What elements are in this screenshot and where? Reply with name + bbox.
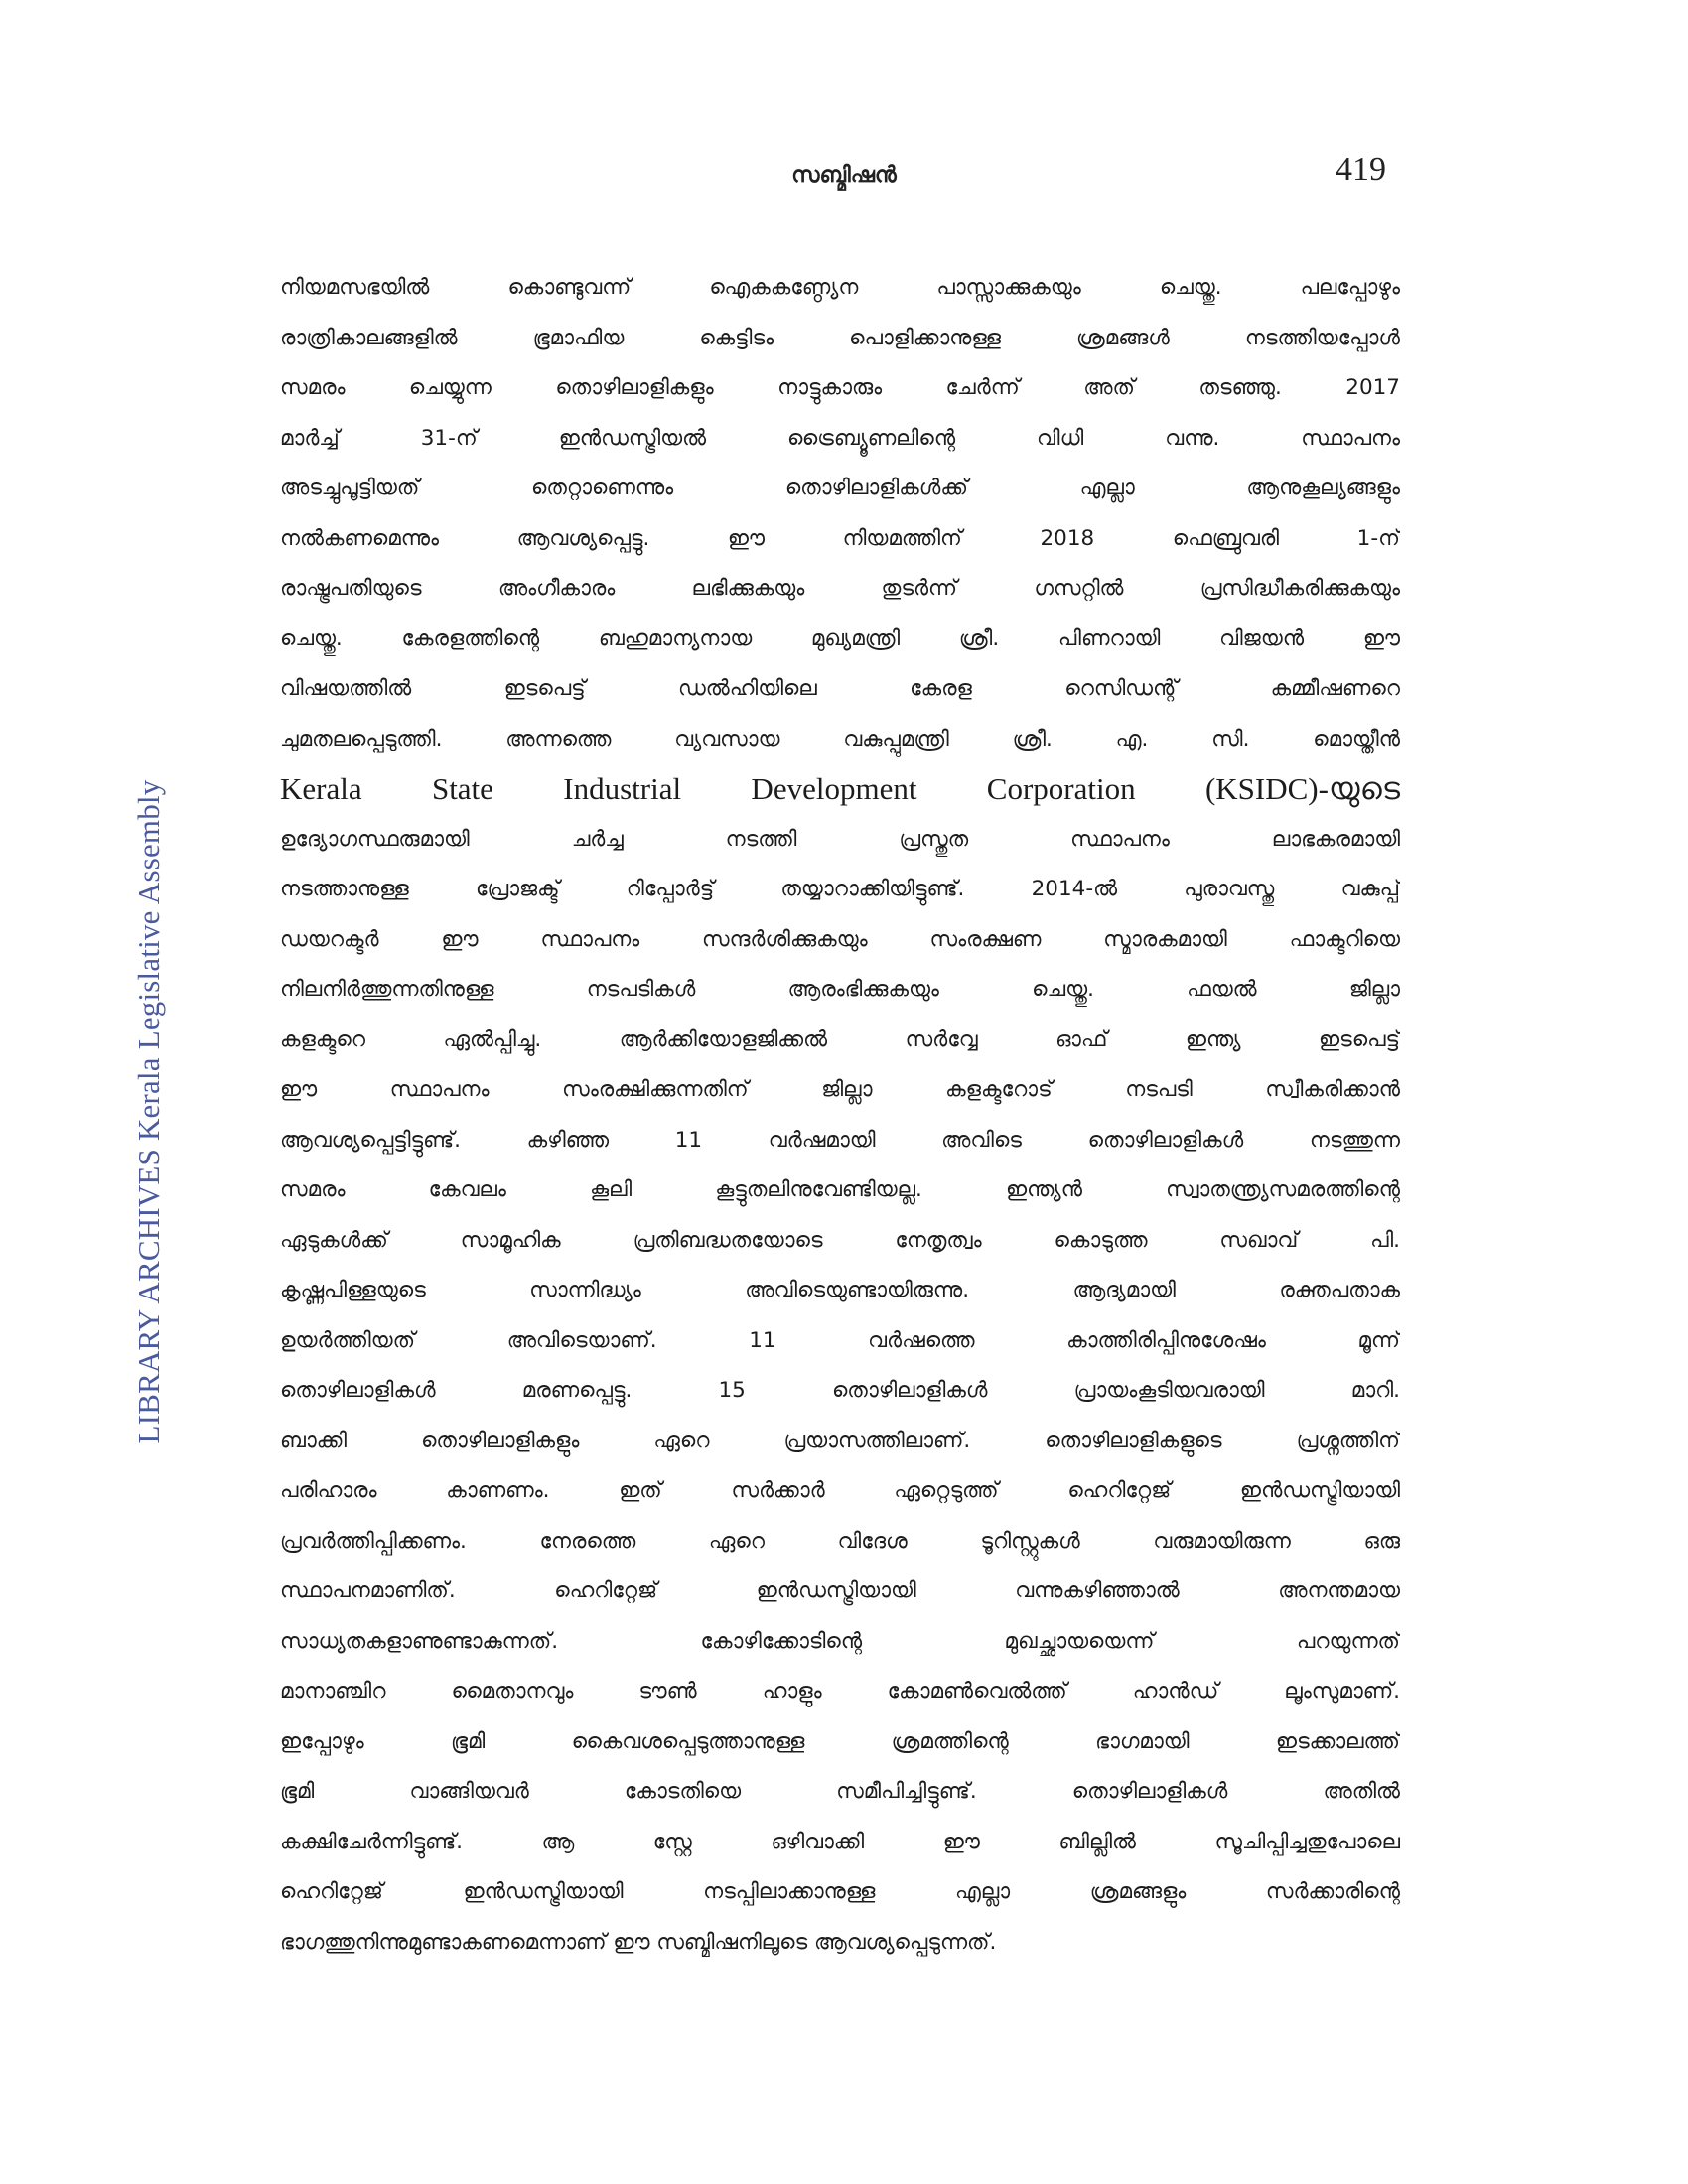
text-line: രാത്രികാലങ്ങളിൽ ഭൂമാഫിയ കെട്ടിടം പൊളിക്കാനുള്ള ശ്രമങ്ങൾ നടത്തിയപ്പോൾ	[280, 325, 1400, 350]
text-line: മാർച്ച് 31-ന് ഇൻഡസ്ട്രിയൽ ട്രൈബ്യൂണലിന്റെ വിധി വന്നു. സ്ഥാപനം	[280, 425, 1400, 451]
text-line: ചുമതലപ്പെടുത്തി. അന്നത്തെ വ്യവസായ വകുപ്പുമന്ത്രി ശ്രീ. എ. സി. മൊയ്തീൻ	[280, 726, 1400, 751]
text-line: സ്ഥാപനമാണിത്. ഹെറിറ്റേജ് ഇൻഡസ്ട്രിയായി വന്നുകഴിഞ്ഞാൽ അനന്തമായ	[280, 1578, 1400, 1603]
text-line: ഭൂമി വാങ്ങിയവർ കോടതിയെ സമീപിച്ചിട്ടുണ്ട്. തൊഴിലാളികൾ അതിൽ	[280, 1779, 1400, 1804]
text-line: രാഷ്ട്രപതിയുടെ അംഗീകാരം ലഭിക്കുകയും തുടർന്ന് ഗസറ്റിൽ പ്രസിദ്ധീകരിക്കുകയും	[280, 576, 1400, 601]
archive-watermark-text: LIBRARY ARCHIVES Kerala Legislative Assembly	[131, 779, 166, 1444]
text-line: പ്രവർത്തിപ്പിക്കണം. നേരത്തെ ഏറെ വിദേശ ടൂറിസ്റ്റുകൾ വരുമായിരുന്ന ഒരു	[280, 1528, 1400, 1554]
text-line: ഏടുകൾക്ക് സാമൂഹിക പ്രതിബദ്ധതയോടെ നേതൃത്വം കൊടുത്ത സഖാവ് പി.	[280, 1227, 1400, 1253]
text-line: നിയമസഭയിൽ കൊണ്ടുവന്ന് ഐകകണ്ഠ്യേന പാസ്സാക്കുകയും ചെയ്തു. പലപ്പോഴും	[280, 275, 1400, 300]
text-line: സാധ്യതകളാണുണ്ടാകുന്നത്. കോഴിക്കോടിന്റെ മുഖച്ഛായയെന്ന് പറയുന്നത്	[280, 1628, 1400, 1654]
text-line: ഇപ്പോഴും ഭൂമി കൈവശപ്പെടുത്താനുള്ള ശ്രമത്തിന്റെ ഭാഗമായി ഇടക്കാലത്ത്	[280, 1728, 1400, 1754]
text-line: ഹെറിറ്റേജ് ഇൻഡസ്ട്രിയായി നടപ്പിലാക്കാനുള്ള എല്ലാ ശ്രമങ്ങളും സർക്കാരിന്റെ	[280, 1879, 1400, 1904]
text-line: കളക്ടറെ ഏൽപ്പിച്ചു. ആർക്കിയോളജിക്കൽ സർവ്വേ ഓഫ് ഇന്ത്യ ഇടപെട്ട്	[280, 1026, 1400, 1052]
text-line: സമരം ചെയ്യുന്ന തൊഴിലാളികളും നാട്ടുകാരും ചേർന്ന് അത് തടഞ്ഞു. 2017	[280, 375, 1400, 400]
section-title: സബ്മിഷൻ	[791, 163, 897, 188]
running-header	[0, 151, 1688, 199]
text-line: തൊഴിലാളികൾ മരണപ്പെട്ടു. 15 തൊഴിലാളികൾ പ്രായംകൂടിയവരായി മാറി.	[280, 1378, 1400, 1403]
text-line: നടത്താനുള്ള പ്രോജക്ട് റിപ്പോർട്ട് തയ്യാറാക്കിയിട്ടുണ്ട്. 2014-ൽ പുരാവസ്തു വകുപ്പ്	[280, 877, 1400, 901]
text-line: പരിഹാരം കാണണം. ഇത് സർക്കാർ ഏറ്റെടുത്ത് ഹെറിറ്റേജ് ഇൻഡസ്ട്രിയായി	[280, 1478, 1400, 1503]
submission-body	[280, 263, 1400, 1968]
text-line: ഭാഗത്തുനിന്നുമുണ്ടാകണമെന്നാണ് ഈ സബ്മിഷനിലൂടെ ആവശ്യപ്പെടുന്നത്.	[280, 1929, 997, 1955]
text-line: നൽകണമെന്നും ആവശ്യപ്പെട്ടു. ഈ നിയമത്തിന് 2018 ഫെബ്രുവരി 1-ന്	[280, 525, 1400, 551]
text-line: ബാക്കി തൊഴിലാളികളും ഏറെ പ്രയാസത്തിലാണ്. തൊഴിലാളികളുടെ പ്രശ്നത്തിന്	[280, 1428, 1400, 1453]
text-line: അടച്ചുപൂട്ടിയത് തെറ്റാണെന്നും തൊഴിലാളികൾക്ക് എല്ലാ ആനുകൂല്യങ്ങളും	[280, 476, 1400, 500]
text-line: വിഷയത്തിൽ ഇടപെട്ട് ഡൽഹിയിലെ കേരള റെസിഡന്റ് കമ്മീഷണറെ	[280, 676, 1400, 701]
text-line: ഉദ്യോഗസ്ഥരുമായി ചർച്ച നടത്തി പ്രസ്തുത സ്ഥാപനം ലാഭകരമായി	[280, 826, 1400, 852]
text-line: മാനാഞ്ചിറ മൈതാനവും ടൗൺ ഹാളും കോമൺവെൽത്ത് ഹാൻഡ് ലൂംസുമാണ്.	[280, 1679, 1400, 1704]
text-line: ഈ സ്ഥാപനം സംരക്ഷിക്കുന്നതിന് ജില്ലാ കളക്ടറോട് നടപടി സ്വീകരിക്കാൻ	[280, 1077, 1400, 1102]
text-line: ചെയ്തു. കേരളത്തിന്റെ ബഹുമാന്യനായ മുഖ്യമന്ത്രി ശ്രീ. പിണറായി വിജയൻ ഈ	[280, 625, 1400, 651]
text-line: കക്ഷിചേർന്നിട്ടുണ്ട്. ആ സ്റ്റേ ഒഴിവാക്കി ഈ ബില്ലിൽ സൂചിപ്പിച്ചതുപോലെ	[280, 1829, 1400, 1854]
text-line: ആവശ്യപ്പെട്ടിട്ടുണ്ട്. കഴിഞ്ഞ 11 വർഷമായി അവിടെ തൊഴിലാളികൾ നടത്തുന്ന	[280, 1127, 1400, 1153]
text-line: ഡയറക്ടർ ഈ സ്ഥാപനം സന്ദർശിക്കുകയും സംരക്ഷണ സ്മാരകമായി ഫാക്ടറിയെ	[280, 926, 1400, 952]
page-number: 419	[1336, 151, 1386, 188]
text-line: സമരം കേവലം കൂലി കൂട്ടുതലിനുവേണ്ടിയല്ല. ഇന്ത്യൻ സ്വാതന്ത്ര്യസമരത്തിന്റെ	[280, 1177, 1400, 1202]
text-line: നിലനിർത്തുന്നതിനുള്ള നടപടികൾ ആരംഭിക്കുകയും ചെയ്തു. ഫയൽ ജില്ലാ	[280, 977, 1400, 1002]
text-line: Kerala State Industrial Development Corporation (KSIDC)-യുടെ	[280, 771, 1400, 806]
text-line: കൃഷ്ണപിള്ളയുടെ സാന്നിദ്ധ്യം അവിടെയുണ്ടായിരുന്നു. ആദ്യമായി രക്തപതാക	[280, 1278, 1400, 1302]
text-line: ഉയർത്തിയത് അവിടെയാണ്. 11 വർഷത്തെ കാത്തിരിപ്പിനുശേഷം മൂന്ന്	[280, 1327, 1400, 1353]
